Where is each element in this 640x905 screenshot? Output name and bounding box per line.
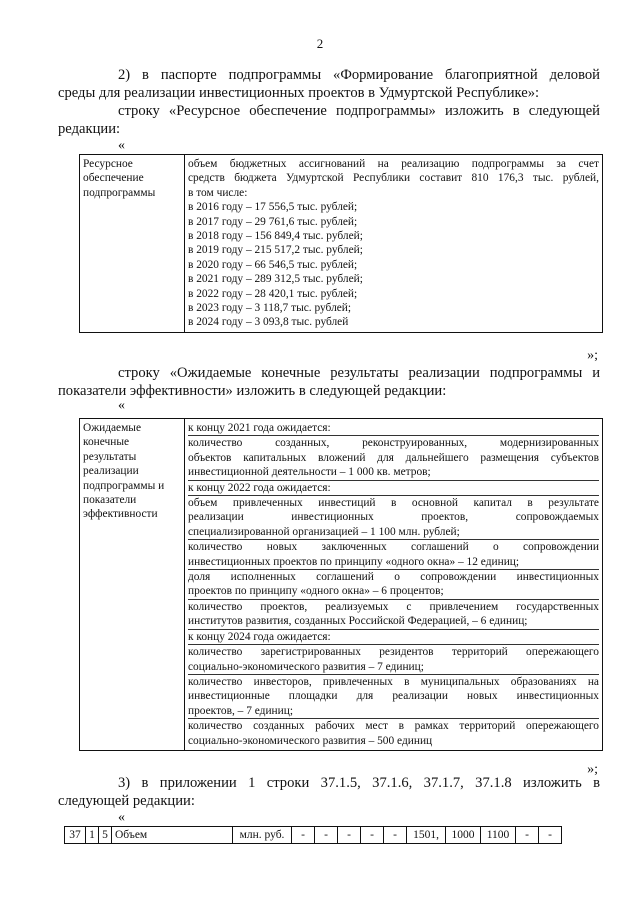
paragraph-line: редакции:	[58, 121, 121, 137]
table-cell: -	[384, 827, 407, 844]
results-label: Ожидаемые конечные результаты реализации подпрограммы и показатели эффективности	[80, 419, 185, 751]
resource-label: Ресурсное обеспечение подпрограммы	[80, 155, 185, 333]
results-line: количество проектов, реализуемых с привлечением государственных	[188, 600, 599, 613]
results-line: социально-экономического развития – 7 единиц;	[188, 660, 424, 673]
results-line: к концу 2021 года ожидается:	[188, 422, 331, 434]
table-cell: -	[292, 827, 315, 844]
results-line: к концу 2022 года ожидается:	[188, 481, 331, 494]
table-cell: 1100	[481, 827, 516, 844]
results-line: инвестиционных проектов по принципу «одного окна» – 12 единиц;	[188, 555, 520, 568]
close-quote: »;	[587, 348, 598, 363]
results-item	[188, 481, 599, 496]
results-line: объем привлеченных инвестиций в основной капитал в результате	[188, 497, 599, 510]
results-line: инвестиционные площадки для реализации новых инвестиционных	[188, 690, 599, 703]
results-line: количество инвесторов, привлеченных в муниципальных образованиях на	[188, 675, 599, 688]
results-line: институтов развития, созданных Российской Федерацией, – 6 единиц;	[188, 615, 528, 628]
results-line: количество зарегистрированных резидентов территорий опережающего	[188, 646, 599, 659]
close-quote: »;	[587, 762, 598, 777]
paragraph-results-row	[58, 364, 600, 400]
paragraph-appendix	[58, 774, 600, 810]
results-line: проектов по принципу «одного окна» – 6 процентов;	[188, 585, 444, 598]
results-line: количество созданных рабочих мест в рамках территорий опережающего	[188, 720, 599, 733]
resource-line: в 2022 году – 28 420,1 тыс. рублей;	[188, 287, 358, 300]
page-number: 2	[316, 36, 324, 51]
results-line: специализированной организацией – 1 100 млн. рублей;	[188, 525, 460, 538]
resource-content	[185, 155, 603, 333]
paragraph-line: строку «Ожидаемые конечные результаты реализации подпрограммы и	[118, 365, 600, 381]
table-cell: -	[361, 827, 384, 844]
table-cell: -	[539, 827, 562, 844]
resource-line: в 2023 году – 3 118,7 тыс. рублей;	[188, 302, 352, 315]
results-item	[188, 719, 599, 748]
table-cell: 1501,	[407, 827, 446, 844]
results-content	[185, 419, 603, 751]
results-line: доля исполненных соглашений о сопровождении инвестиционных	[188, 571, 599, 584]
paragraph-line: следующей редакции:	[58, 793, 195, 809]
table-cell: Объем	[112, 827, 233, 844]
paragraph-line: строку «Ресурсное обеспечение подпрограммы» изложить в следующей	[118, 103, 600, 119]
results-item	[188, 421, 599, 436]
open-quote: «	[118, 398, 125, 413]
resource-line: в том числе:	[188, 186, 248, 199]
results-line: проектов, – 7 единиц;	[188, 704, 293, 717]
resource-line: в 2021 году – 289 312,5 тыс. рублей;	[188, 273, 363, 286]
paragraph-subprogram-passport	[58, 66, 600, 102]
resource-line: средств бюджета Удмуртской Республики составит 810 176,3 тыс. рублей,	[188, 172, 599, 185]
resource-line: объем бюджетных ассигнований на реализацию подпрограммы за счет	[188, 158, 599, 170]
appendix-table	[64, 826, 562, 844]
results-line: к концу 2024 года ожидается:	[188, 630, 331, 643]
table-cell: -	[516, 827, 539, 844]
results-item	[188, 630, 599, 645]
results-item	[188, 496, 599, 540]
results-line: количество новых заключенных соглашений о сопровождении	[188, 541, 599, 554]
results-line: реализации инвестиционных проектов, сопровождаемых	[188, 511, 599, 524]
results-item	[188, 540, 599, 570]
results-line: объектов капитальных вложений для дальнейшего размещения субъектов	[188, 451, 599, 464]
results-line: количество созданных, реконструированных, модернизированных	[188, 437, 599, 450]
paragraph-line: 2) в паспорте подпрограммы «Формирование благоприятной деловой	[118, 67, 600, 83]
table-row	[65, 827, 562, 844]
table-cell: -	[315, 827, 338, 844]
paragraph-resource-row	[58, 102, 600, 138]
resource-line: в 2017 году – 29 761,6 тыс. рублей;	[188, 215, 358, 228]
results-item	[188, 645, 599, 675]
table-cell: 37	[65, 827, 86, 844]
resource-table	[79, 154, 603, 333]
results-item	[188, 600, 599, 630]
results-line: социально-экономического развития – 500 единиц	[188, 734, 433, 747]
results-item	[188, 570, 599, 600]
paragraph-line: 3) в приложении 1 строки 37.1.5, 37.1.6, 37.1.7, 37.1.8 изложить в	[118, 775, 600, 791]
results-item	[188, 675, 599, 719]
paragraph-line: показатели эффективности» изложить в следующей редакции:	[58, 383, 447, 399]
resource-line: в 2020 году – 66 546,5 тыс. рублей;	[188, 258, 358, 271]
open-quote: «	[118, 138, 125, 153]
paragraph-line: среды для реализации инвестиционных проектов в Удмуртской Республике»:	[58, 85, 540, 101]
resource-line: в 2019 году – 215 517,2 тыс. рублей;	[188, 244, 363, 257]
open-quote: «	[118, 810, 125, 825]
results-item	[188, 436, 599, 480]
table-cell: -	[338, 827, 361, 844]
table-cell: 5	[99, 827, 112, 844]
resource-line: в 2018 году – 156 849,4 тыс. рублей;	[188, 230, 363, 243]
resource-line: в 2016 году – 17 556,5 тыс. рублей;	[188, 201, 358, 214]
table-cell: 1000	[446, 827, 481, 844]
resource-line: в 2024 году – 3 093,8 тыс. рублей	[188, 316, 349, 329]
table-cell: 1	[86, 827, 99, 844]
table-cell: млн. руб.	[233, 827, 292, 844]
results-table	[79, 418, 603, 751]
results-line: инвестиционной деятельности – 1 000 кв. метров;	[188, 466, 431, 479]
